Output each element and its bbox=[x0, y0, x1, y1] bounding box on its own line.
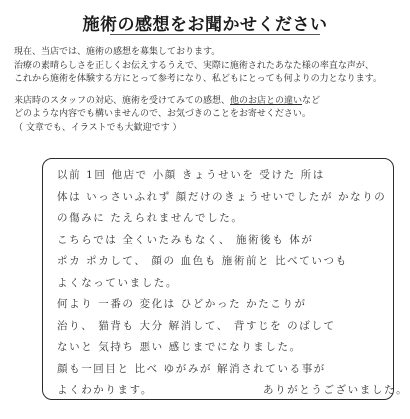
handwritten-line: ないと 気持ち 悪い 感じまでになりました。 bbox=[57, 341, 302, 353]
request-line bbox=[14, 95, 402, 109]
handwritten-line: 治り、 猫背も 大分 解消して、 背すじを のばして bbox=[57, 319, 336, 332]
page-title: 施術の感想をお聞かせください bbox=[82, 15, 328, 35]
handwritten-line bbox=[57, 380, 409, 402]
handwritten-line: の傷みに たえられませんでした。 bbox=[57, 212, 244, 224]
handwritten-line: ポカ ポカして、 顔の 血色も 施術前と 比べていつも bbox=[57, 255, 348, 267]
format-note: （ 文章でも、イラストでも大歓迎です ） bbox=[14, 122, 182, 133]
handwritten-text bbox=[57, 165, 409, 402]
handwritten-line-text: よくわかります。 bbox=[57, 384, 153, 396]
intro-line: 現在、当店では、施術の感想を募集しております。 bbox=[14, 47, 221, 57]
request-suffix: など bbox=[302, 95, 321, 106]
handwritten-response-card bbox=[42, 158, 409, 400]
title-underline bbox=[110, 34, 320, 35]
intro-gap bbox=[14, 87, 402, 95]
handwritten-line: よくなっていました。 bbox=[57, 276, 178, 289]
handwritten-line: こちらでは 全くいたみもなく、 施術後も 体が bbox=[57, 233, 314, 246]
request-prefix: 来店時のスタッフの対応、施術を受けてみての感想、 bbox=[14, 95, 231, 106]
intro-text bbox=[14, 46, 402, 135]
request-line: どのような内容でも構いませんので、お気づきのことをお寄せください。 bbox=[14, 109, 311, 119]
handwritten-line: 体は いっさいふれず 顔だけのきょうせいでしたが かなりの bbox=[57, 190, 387, 203]
request-underlined-phrase: 他のお店との違い bbox=[230, 95, 303, 106]
intro-line: これから施術を体験する方にとって参考になり、私どもにとっても何よりの力となります。 bbox=[14, 74, 382, 84]
handwritten-line: 顔も一回目と 比べ ゆがみが 解消されている事が bbox=[57, 362, 326, 375]
intro-line: 治療の素晴らしさを正しくお伝えするうえで、実際に施術されたあなた様の率直な声が、 bbox=[14, 60, 374, 71]
handwritten-line: 何より 一番の 変化は ひどかった かたこりが bbox=[57, 298, 307, 310]
thanks-text: ありがとうございました。 bbox=[262, 384, 409, 396]
handwritten-line: 以前 1回 他店で 小顔 きょうせいを 受けた 所は bbox=[57, 169, 325, 181]
